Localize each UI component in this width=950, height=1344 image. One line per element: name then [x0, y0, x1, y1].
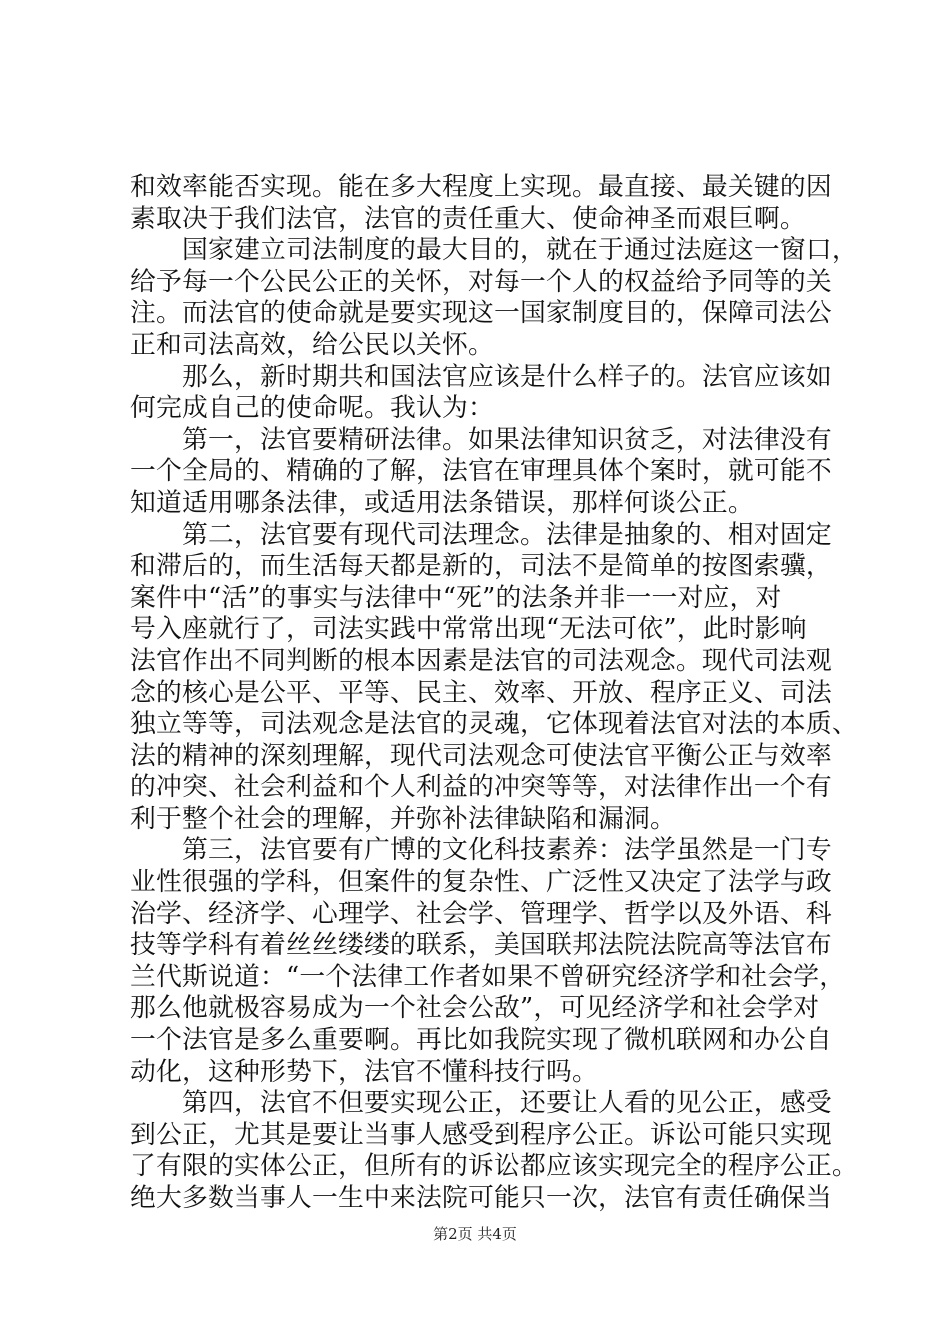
text-line: 法官作出不同判断的根本因素是法官的司法观念。现代司法观 [130, 645, 832, 676]
text-line: 法的精神的深刻理解，现代司法观念可使法官平衡公正与效率 [130, 740, 832, 771]
text-line: 号入座就行了，司法实践中常常出现“无法可依”，此时影响 [130, 614, 807, 645]
text-line: 利于整个社会的理解，并弥补法律缺陷和漏洞。 [130, 803, 676, 834]
text-line: 独立等等，司法观念是法官的灵魂，它体现着法官对法的本质、 [130, 709, 858, 740]
text-line: 第四，法官不但要实现公正，还要让人看的见公正，感受 [130, 1088, 832, 1119]
text-line: 绝大多数当事人一生中来法院可能只一次，法官有责任确保当 [130, 1183, 832, 1213]
text-line: 业性很强的学科，但案件的复杂性、广泛性又决定了法学与政 [130, 867, 832, 898]
text-line: 一个全局的、精确的了解，法官在审理具体个案时，就可能不 [130, 456, 832, 487]
text-line: 那么他就极容易成为一个社会公敌”，可见经济学和社会学对 [130, 993, 820, 1024]
text-line: 何完成自己的使命呢。我认为： [130, 393, 494, 424]
text-line: 念的核心是公平、平等、民主、效率、开放、程序正义、司法 [130, 677, 832, 708]
text-line: 第二，法官要有现代司法理念。法律是抽象的、相对固定 [130, 519, 832, 550]
text-line: 治学、经济学、心理学、社会学、管理学、哲学以及外语、科 [130, 898, 832, 929]
text-line: 素取决于我们法官，法官的责任重大、使命神圣而艰巨啊。 [130, 203, 806, 234]
text-line: 和效率能否实现。能在多大程度上实现。最直接、最关键的因 [130, 172, 832, 202]
text-line: 那么，新时期共和国法官应该是什么样子的。法官应该如 [130, 361, 832, 392]
text-line: 了有限的实体公正，但所有的诉讼都应该实现完全的程序公正。 [130, 1151, 858, 1182]
text-line: 给予每一个公民公正的关怀，对每一个人的权益给予同等的关 [130, 266, 832, 297]
text-line: 案件中“活”的事实与法律中“死”的法条并非一一对应，对 [130, 582, 782, 613]
text-line: 兰代斯说道：“一个法律工作者如果不曾研究经济学和社会学， [130, 961, 846, 992]
text-line: 第三，法官要有广博的文化科技素养：法学虽然是一门专 [130, 835, 832, 866]
text-line: 和滞后的，而生活每天都是新的，司法不是简单的按图索骥， [130, 551, 832, 582]
body-text [130, 172, 858, 1215]
text-line: 动化，这种形势下，法官不懂科技行吗。 [130, 1056, 598, 1087]
text-line: 国家建立司法制度的最大目的，就在于通过法庭这一窗口， [130, 235, 858, 266]
text-line: 到公正，尤其是要让当事人感受到程序公正。诉讼可能只实现 [130, 1119, 832, 1150]
text-line: 的冲突、社会利益和个人利益的冲突等等，对法律作出一个有 [130, 772, 832, 803]
text-line: 一个法官是多么重要啊。再比如我院实现了微机联网和办公自 [130, 1025, 832, 1056]
text-line: 技等学科有着丝丝缕缕的联系，美国联邦法院法院高等法官布 [130, 930, 832, 961]
text-line: 知道适用哪条法律，或适用法条错误，那样何谈公正。 [130, 487, 754, 518]
page-number-footer: 第2页 共4页 [433, 1225, 517, 1243]
text-line: 第一，法官要精研法律。如果法律知识贫乏，对法律没有 [130, 424, 832, 455]
text-line: 正和司法高效，给公民以关怀。 [130, 329, 494, 360]
text-line: 注。而法官的使命就是要实现这一国家制度目的，保障司法公 [130, 298, 832, 329]
